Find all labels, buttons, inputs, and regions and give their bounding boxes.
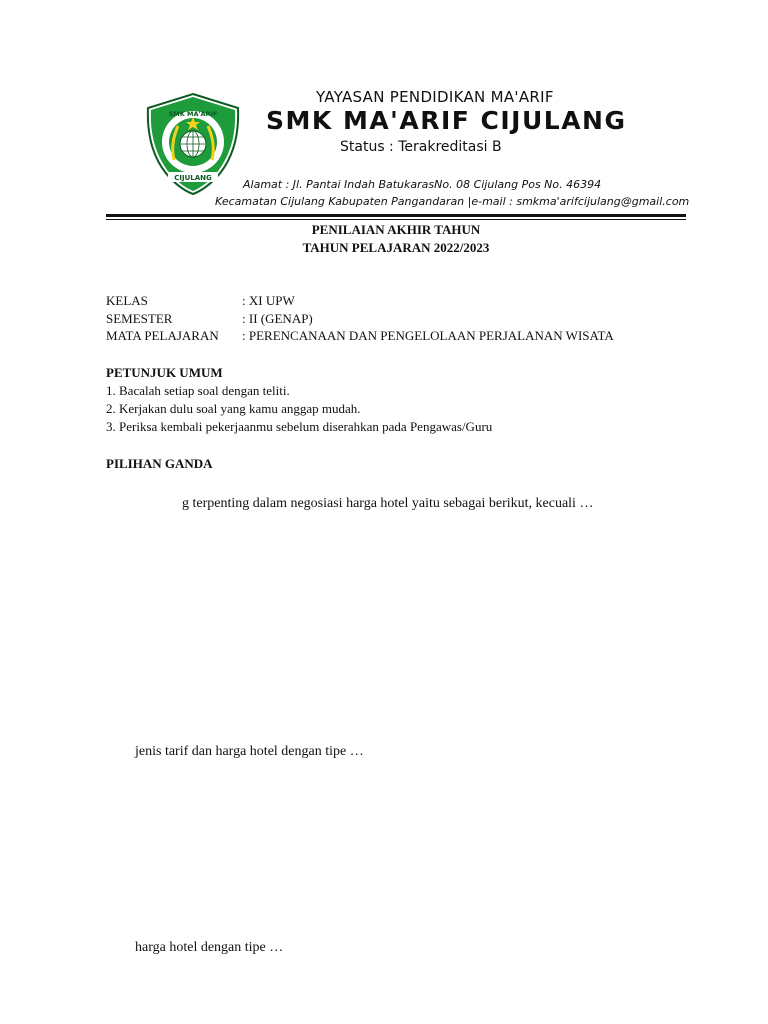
- info-label-semester: SEMESTER: [106, 311, 173, 326]
- exam-title-line-2: TAHUN PELAJARAN 2022/2023: [302, 240, 490, 255]
- logo-top-text: SMK MA'ARIF: [168, 110, 218, 118]
- question-text: jenis tarif dan harga hotel dengan tipe …: [135, 744, 364, 759]
- exam-title-line-1: PENILAIAN AKHIR TAHUN: [311, 222, 481, 237]
- school-name: SMK MA'ARIF CIJULANG: [266, 106, 627, 135]
- info-value-subject: : PERENCANAAN DAN PENGELOLAAN PERJALANAN WISATA: [242, 328, 614, 343]
- instruction-item: 3. Periksa kembali pekerjaanmu sebelum diserahkan pada Pengawas/Guru: [106, 419, 493, 434]
- address-line-2: Kecamatan Cijulang Kabupaten Pangandaran |e-mail : smkma'arifcijulang@gmail.com: [215, 195, 690, 208]
- logo-bottom-text: CIJULANG: [174, 174, 212, 182]
- section-heading: PILIHAN GANDA: [106, 456, 213, 471]
- info-value-class: : XI UPW: [242, 293, 295, 308]
- instruction-item: 1. Bacalah setiap soal dengan teliti.: [106, 383, 290, 398]
- info-value-semester: : II (GENAP): [242, 311, 313, 326]
- address-line-1: Alamat : Jl. Pantai Indah BatukarasNo. 08 Cijulang Pos No. 46394: [243, 178, 602, 191]
- instructions-heading: PETUNJUK UMUM: [106, 365, 223, 380]
- info-label-subject: MATA PELAJARAN: [106, 328, 219, 343]
- question-text: g terpenting dalam negosiasi harga hotel yaitu sebagai berikut, kecuali …: [182, 496, 594, 511]
- question-text: harga hotel dengan tipe …: [135, 940, 284, 955]
- info-label-class: KELAS: [106, 293, 148, 308]
- foundation-name: YAYASAN PENDIDIKAN MA'ARIF: [316, 88, 554, 106]
- header-divider-thick: [106, 214, 686, 217]
- school-logo: [144, 92, 242, 196]
- header-divider-thin: [106, 219, 686, 220]
- accreditation-status: Status : Terakreditasi B: [340, 139, 502, 155]
- instruction-item: 2. Kerjakan dulu soal yang kamu anggap mudah.: [106, 401, 361, 416]
